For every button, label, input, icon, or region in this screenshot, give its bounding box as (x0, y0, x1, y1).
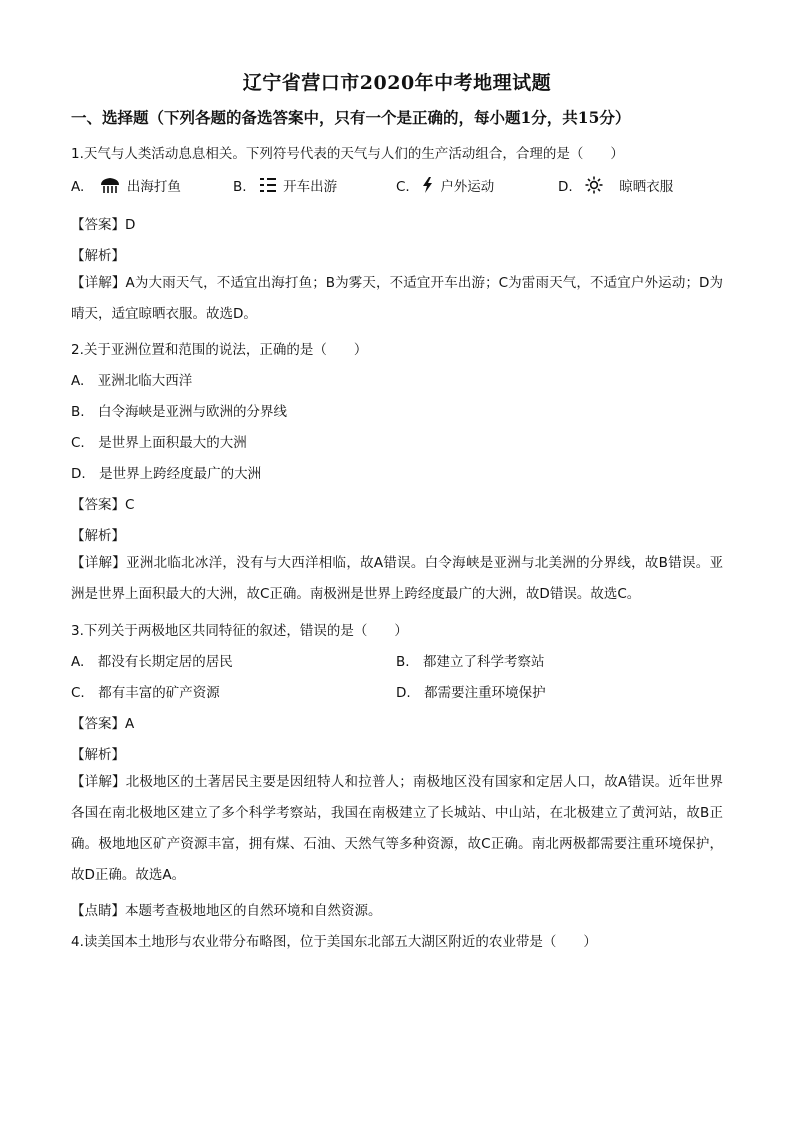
question-1-option-d (558, 175, 673, 198)
option-letter: A. (71, 179, 85, 195)
question-3-detail: 【详解】北极地区的土著居民主要是因纽特人和拉普人；南极地区没有国家和定居人口，故A错误。近年世界各国在南北极地区建立了多个科学考察站，我国在南极建立了长城站、中山站，在北极建立了黄河站，故B正确。极地地区矿产资源丰富，拥有煤、石油、天然气等多种资源，故C正确。南北两极都需要注重环境保护，故D正确。故选A。 (71, 774, 723, 883)
fog-icon (259, 176, 277, 198)
question-2-option-d: D. 是世界上跨经度最广的大洲 (71, 466, 262, 482)
question-3-stem: 3.下列关于两极地区共同特征的叙述，错误的是（ ） (71, 623, 408, 639)
question-1-option-b (233, 175, 337, 198)
question-3-analysis-label: 【解析】 (71, 747, 125, 763)
option-letter: D. (558, 179, 573, 195)
question-2-answer: 【答案】C (71, 497, 135, 513)
sun-icon (585, 176, 603, 198)
question-3-answer: 【答案】A (71, 716, 135, 732)
question-2-detail: 【详解】亚洲北临北冰洋，没有与大西洋相临，故A错误。白令海峡是亚洲与北美洲的分界线，故B错误。亚洲是世界上面积最大的大洲，故C正确。南极洲是世界上跨经度最广的大洲，故D错误。故选C。 (71, 555, 723, 602)
question-2-stem: 2.关于亚洲位置和范围的说法，正确的是（ ） (71, 342, 368, 358)
question-1-option-a (71, 175, 181, 198)
question-3-option-a: A. 都没有长期定居的居民 (71, 654, 233, 670)
question-2-option-a: A. 亚洲北临大西洋 (71, 373, 193, 389)
question-4-stem: 4.读美国本土地形与农业带分布略图，位于美国东北部五大湖区附近的农业带是（ ） (71, 934, 597, 950)
question-3-option-c: C. 都有丰富的矿产资源 (71, 685, 220, 701)
option-text: 户外运动 (440, 179, 495, 195)
question-1-detail: 【详解】A为大雨天气，不适宜出海打鱼；B为雾天，不适宜开车出游；C为雷雨天气，不适宜户外运动；D为晴天，适宜晾晒衣服。故选D。 (71, 275, 723, 322)
question-2-option-b: B. 白令海峡是亚洲与欧洲的分界线 (71, 404, 288, 420)
option-text: 开车出游 (283, 179, 338, 195)
question-1-answer: 【答案】D (71, 217, 136, 233)
question-1-stem: 1.天气与人类活动息息相关。下列符号代表的天气与人们的生产活动组合，合理的是（ ） (71, 146, 624, 162)
section-heading: 一、选择题（下列各题的备选答案中，只有一个是正确的，每小题1分，共15分） (71, 108, 631, 127)
question-3-option-d: D. 都需要注重环境保护 (396, 685, 546, 701)
option-letter: C. (396, 179, 410, 195)
question-2-analysis-label: 【解析】 (71, 528, 125, 544)
question-3-option-b: B. 都建立了科学考察站 (396, 654, 545, 670)
option-letter: B. (233, 179, 247, 195)
question-2-option-c: C. 是世界上面积最大的大洲 (71, 435, 247, 451)
option-text: 出海打鱼 (126, 179, 181, 195)
question-1-option-c (396, 175, 494, 198)
page-title: 辽宁省营口市2020年中考地理试题 (242, 72, 552, 94)
option-text: 晾晒衣服 (619, 179, 674, 195)
lightning-icon (420, 176, 434, 198)
question-1-analysis-label: 【解析】 (71, 248, 125, 264)
heavy-rain-icon (99, 176, 121, 198)
question-3-comment: 【点睛】本题考查极地地区的自然环境和自然资源。 (71, 903, 382, 919)
